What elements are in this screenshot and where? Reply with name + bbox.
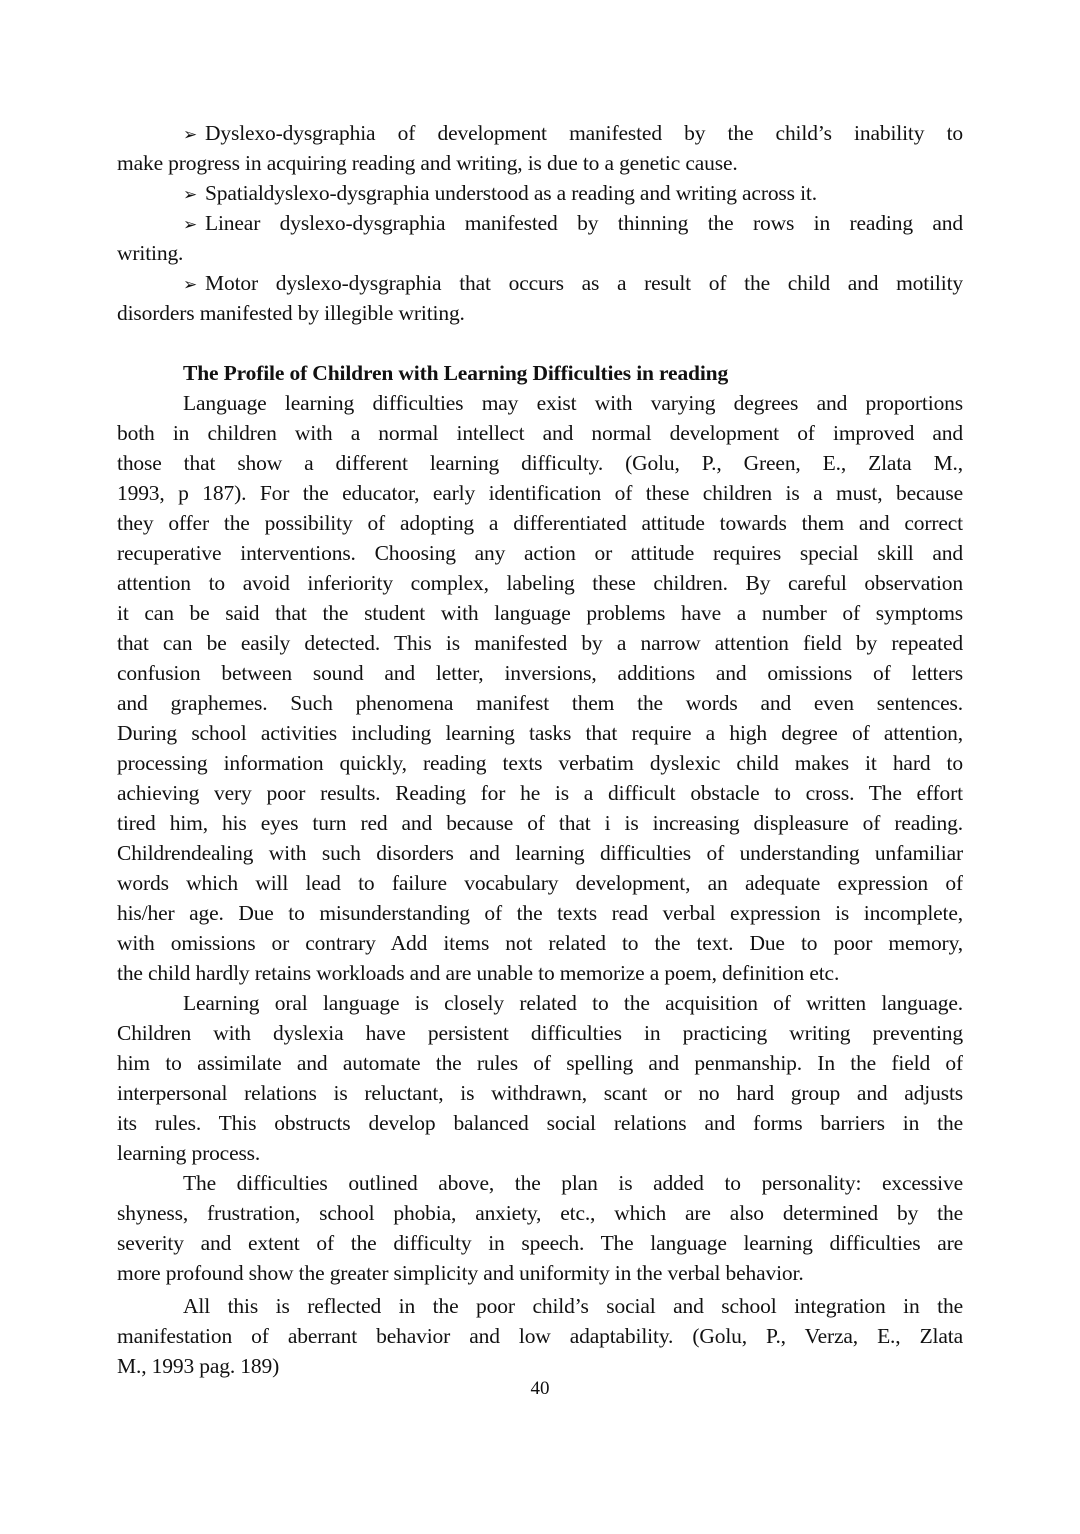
paragraph-line: achieving very poor results. Reading for he is a difficult obstacle to cross. The effort [117,781,963,805]
bullet-list [117,118,963,328]
paragraph-line: processing information quickly, reading texts verbatim dyslexic child makes it hard to [117,751,963,775]
paragraph-line: 1993, p 187). For the educator, early identification of these children is a must, because [117,481,963,505]
bullet-item-line [117,238,963,268]
paragraph-line: Language learning difficulties may exist with varying degrees and proportions [183,391,963,415]
bullet-text: Dyslexo-dysgraphia of development manifested by the child’s inability to [205,121,963,145]
paragraph-line: that can be easily detected. This is manifested by a narrow attention field by repeated [117,631,963,655]
paragraph-line: with omissions or contrary Add items not related to the text. Due to poor memory, [117,931,963,955]
paragraph-line: interpersonal relations is reluctant, is withdrawn, scant or no hard group and adjusts [117,1081,963,1105]
paragraph-line: All this is reflected in the poor child’s social and school integration in the [183,1294,963,1318]
paragraph-line: severity and extent of the difficulty in speech. The language learning difficulties are [117,1231,963,1255]
bullet-item-line [117,268,963,298]
paragraph-line: him to assimilate and automate the rules of spelling and penmanship. In the field of [117,1051,963,1075]
paragraph [117,988,963,1168]
bullet-text: make progress in acquiring reading and writing, is due to a genetic cause. [117,151,738,175]
paragraph-line: The difficulties outlined above, the plan is added to personality: excessive [183,1171,963,1195]
paragraph-line: shyness, frustration, school phobia, anxiety, etc., which are also determined by the [117,1201,963,1225]
bullet-text: disorders manifested by illegible writing. [117,301,465,325]
paragraph [117,1291,963,1381]
paragraph-line: Children with dyslexia have persistent difficulties in practicing writing preventing [117,1021,963,1045]
arrow-bullet-icon: ➢ [183,275,198,294]
paragraph-line: words which will lead to failure vocabulary development, an adequate expression of [117,871,963,895]
bullet-text: Linear dyslexo-dysgraphia manifested by thinning the rows in reading and [205,211,963,235]
paragraph [117,388,963,988]
paragraph-line: its rules. This obstructs develop balanced social relations and forms barriers in the [117,1111,963,1135]
paragraph-line: they offer the possibility of adopting a differentiated attitude towards them and correct [117,511,963,535]
bullet-item-line [117,178,963,208]
paragraph-line: Childrendealing with such disorders and learning difficulties of understanding unfamiliar [117,841,963,865]
paragraph-line: recuperative interventions. Choosing any action or attitude requires special skill and [117,541,963,565]
section-heading-block [117,358,963,388]
paragraph-line: During school activities including learning tasks that require a high degree of attention, [117,721,963,745]
paragraph-line: the child hardly retains workloads and are unable to memorize a poem, definition etc. [117,961,840,985]
bullet-item-line [117,298,963,328]
bullet-item-line [117,148,963,178]
paragraph-line: tired him, his eyes turn red and because of that i is increasing displeasure of reading. [117,811,963,835]
bullet-text: Motor dyslexo-dysgraphia that occurs as a result of the child and motility [205,271,963,295]
paragraph-line: attention to avoid inferiority complex, labeling these children. By careful observation [117,571,963,595]
paragraph-line: M., 1993 pag. 189) [117,1354,280,1378]
arrow-bullet-icon: ➢ [183,215,198,234]
arrow-bullet-icon: ➢ [183,125,198,144]
body-text [117,388,963,1381]
page-number: 40 [530,1378,550,1399]
bullet-text: writing. [117,241,184,265]
bullet-item-line [117,208,963,238]
paragraph-line: Learning oral language is closely related to the acquisition of written language. [183,991,963,1015]
section-heading: The Profile of Children with Learning Difficulties in reading [183,361,729,385]
paragraph-line: his/her age. Due to misunderstanding of the texts read verbal expression is incomplete, [117,901,963,925]
paragraph-line: more profound show the greater simplicity and uniformity in the verbal behavior. [117,1261,804,1285]
paragraph-line: confusion between sound and letter, inversions, additions and omissions of letters [117,661,963,685]
bullet-item-line [117,118,963,148]
bullet-text: Spatialdyslexo-dysgraphia understood as a reading and writing across it. [205,181,817,205]
paragraph-line: it can be said that the student with language problems have a number of symptoms [117,601,963,625]
paragraph-line: manifestation of aberrant behavior and low adaptability. (Golu, P., Verza, E., Zlata [117,1324,963,1348]
paragraph-line: both in children with a normal intellect and normal development of improved and [117,421,963,445]
paragraph-line: learning process. [117,1141,261,1165]
paragraph [117,1168,963,1288]
arrow-bullet-icon: ➢ [183,185,198,204]
paragraph-line: those that show a different learning difficulty. (Golu, P., Green, E., Zlata M., [117,451,963,475]
paragraph-line: and graphemes. Such phenomena manifest them the words and even sentences. [117,691,963,715]
